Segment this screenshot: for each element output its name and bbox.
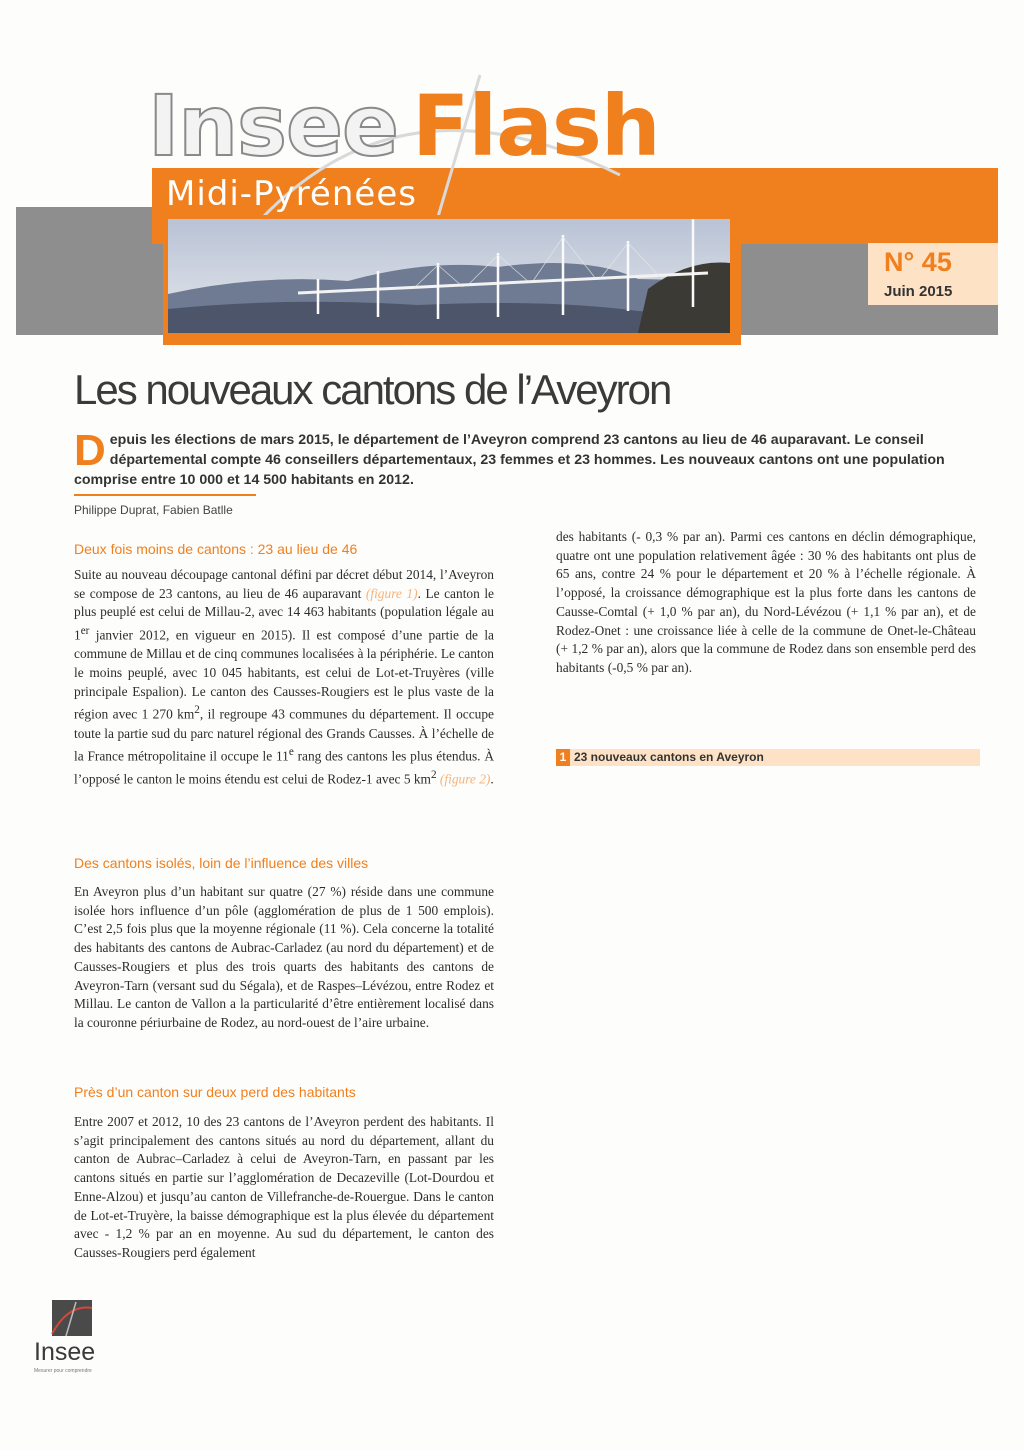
section-2-paragraph: En Aveyron plus d’un habitant sur quatre (27 %) réside dans une commune isolée hors influence d’un pôle (agglomération de plus de 1 500 emplois). C’est 2,5 fois plus que la moyenne régionale (11 %). Cela concerne la totalité des habitants des cantons de Aubrac-Carladez (au nord du département) et de Causses-Rougiers et plus des trois quarts des habitants des cantons de Aveyron-Tarn (versant sud du Ségala), et de Raspes–Lévézou, entre Rodez et Millau. Le canton de Vallon a la particularité d’être entièrement localisé dans la couronne périurbaine de Rodez, au nord-ouest de l’aire urbaine. [74, 884, 494, 1030]
lead-divider [74, 494, 256, 496]
lead-dropcap: D [74, 426, 106, 475]
bridge-photo [168, 219, 730, 333]
lead-text: epuis les élections de mars 2015, le département de l’Aveyron comprend 23 cantons au lieu de 46 auparavant. Le conseil départemental compte 46 conseillers départementaux, 23 femmes et 23 hommes. Les nouveaux cantons ont une population comprise entre 10 000 et 14 500 habitants en 2012. [74, 432, 945, 488]
brand-insee: Insee [148, 77, 398, 175]
article-title: Les nouveaux cantons de l’Aveyron [74, 366, 671, 413]
figure-1-number: 1 [556, 749, 570, 766]
region-name: Midi-Pyrénées [166, 174, 417, 214]
section-1-paragraph: Suite au nouveau découpage cantonal défini par décret début 2014, l’Aveyron se compose de 23 cantons, au lieu de 46 auparavant (figure 1). Le canton le plus peuplé est celui de Millau-2, avec 14 463 habitants (population légale au 1er janvier 2012, en vigueur en 2015). Il est composé d’une partie de la commune de Millau et de cinq communes localisées à la périphérie. Le canton le moins peuplé, avec 10 045 habitants, est celui de Lot-et-Truyères (ville principale Espalion). Le canton des Causses-Rougiers est le plus vaste de la région avec 1 270 $km^2$, il regroupe 43 communes du département. Il occupe toute la partie sud du parc naturel régional des Grands Causses. À l’échelle de la France métropolitaine il occupe le 11e rang des cantons les plus étendus. À l’opposé le canton le moins étendu est celui de Rodez-1 avec 5 $km^2$ (figure 2). [74, 567, 495, 787]
figure-1-reference[interactable]: (figure 1) [365, 585, 418, 601]
insee-logo-tagline: Mesurer pour comprendre [34, 1368, 92, 1374]
article-authors: Philippe Duprat, Fabien Batlle [74, 503, 233, 517]
brand-flash: Flash [412, 77, 660, 175]
issue-number: N° 45 [884, 247, 952, 277]
section-heading-1: Deux fois moins de cantons : 23 au lieu de 46 [74, 541, 358, 557]
section-3-paragraph-1: Entre 2007 et 2012, 10 des 23 cantons de l’Aveyron perdent des habitants. Il s’agit principalement des cantons situés au nord du département, allant du canton de Aubrac–Carladez à celui de Aveyron-Tarn, en passant par les cantons situés en partie sur l’agglomération de Decazeville (Lot-Dourdou et Enne-Alzou) et jusqu’au canton de Villefranche-de-Rouergue. Dans le canton de Lot-et-Truyère, la baisse démographique est la plus élevée du département avec - 1,2 % par an en moyenne. Au sud du département, le canton des Causses-Rougiers perd également [74, 1114, 494, 1260]
section-heading-3: Près d’un canton sur deux perd des habitants [74, 1084, 356, 1100]
figure-2-reference[interactable]: (figure 2) [439, 771, 491, 787]
article-lead [74, 426, 964, 490]
issue-date: Juin 2015 [884, 283, 953, 300]
brand-title [148, 76, 660, 176]
section-heading-2: Des cantons isolés, loin de l’influence des villes [74, 855, 369, 871]
figure-1-caption: 23 nouveaux cantons en Aveyron [574, 750, 764, 764]
section-3-paragraph-2: des habitants (- 0,3 % par an). Parmi ces cantons en déclin démographique, quatre ont une population relativement âgée : 30 % des habitants ont plus de 65 ans, contre 24 % pour le département et 20 % à l’échelle régionale. À l’opposé, la croissance démographique est la plus forte dans les cantons de Causse-Comtal (+ 1,0 % par an), du Nord-Lévézou (+ 1,1 % par an), et de Rodez-Onet : une croissance liée à celle de la commune de Onet-le-Château (+ 1,2 % par an), alors que la commune de Rodez dans son ensemble perd des habitants (-0,5 % par an). [556, 529, 976, 675]
insee-logo-text: Insee [34, 1338, 96, 1366]
